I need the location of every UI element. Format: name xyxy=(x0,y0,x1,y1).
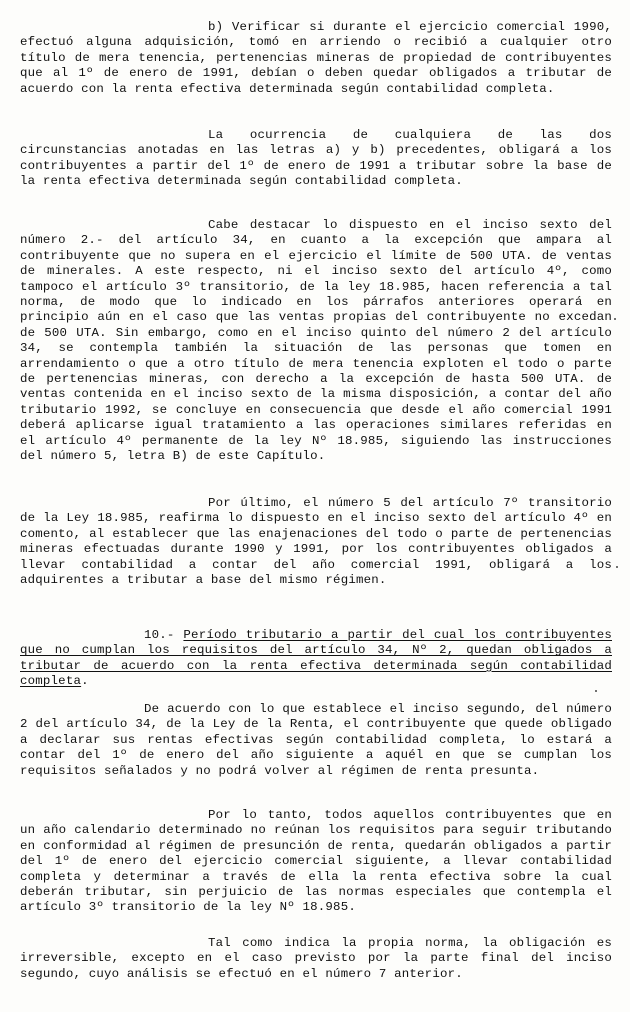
paragraph-1-text: b) Verificar si durante el ejercicio comercial 1990, efectuó alguna adquisición, tomó en arriendo o recibió a cualquier otro título de mera tenencia, pertenencias mineras de propiedad de contribuyentes que al 1º de enero de 1991, debían o deben quedar obligados a tributar de acuerdo con la renta efectiva determinada según contabilidad completa. xyxy=(20,20,612,96)
paragraph-4 xyxy=(20,496,612,588)
scan-speck xyxy=(614,318,616,320)
paragraph-7 xyxy=(20,808,612,916)
section-10-heading xyxy=(20,628,612,690)
section-heading-end: . xyxy=(81,674,89,689)
paragraph-7-text: Por lo tanto, todos aquellos contribuyentes que en un año calendario determinado no reúnan los requisitos para seguir tributando en conformidad al régimen de presunción de renta, quedarán obligados a partir del 1º de enero del ejercicio comercial siguiente, a llevar contabilidad completa y determinar a través de ella la renta efectiva sobre la cual deberán tributar, sin perjuicio de las normas especiales que contempla el artículo 3º transitorio de la ley Nº 18.985. xyxy=(20,808,612,915)
section-heading-text: Período tributario a partir del cual los contribuyentes que no cumplan los requisitos del artículo 34, Nº 2, quedan obligados a tributar de acuerdo con la renta efectiva determinada según contabilidad completa xyxy=(20,628,612,689)
paragraph-3-text: Cabe destacar lo dispuesto en el inciso sexto del número 2.- del artículo 34, en cuanto a la excepción que ampara al contribuyente que no supera en el ejercicio el límite de 500 UTA. de ventas de minerales. A este respecto, ni el inciso sexto del artículo 4º, como tampoco el artículo 3º transitorio, de la ley 18.985, hacen referencia a tal norma, de modo que lo indicado en los párrafos anteriores operará en principio aún en el caso que las ventas propias del contribuyente no excedan de 500 UTA. Sin embargo, como en el inciso quinto del número 2 del artículo 34, se contempla también la situación de las personas que tomen en arrendamiento o que a otro título de mera tenencia exploten el todo o parte de pertenencias mineras, con derecho a la excepción de hasta 500 UTA. de ventas contenida en el inciso sexto de la misma disposición, a contar del año tributario 1992, se concluye en consecuencia que desde el año comercial 1991 deberá aplicarse igual tratamiento a las operaciones similares referidas en el artículo 4º permanente de la ley Nº 18.985, siguiendo las instrucciones del número 5, letra B) de este Capítulo. xyxy=(20,218,612,464)
scan-speck xyxy=(616,566,618,568)
paragraph-6 xyxy=(20,702,612,779)
paragraph-3 xyxy=(20,218,612,465)
paragraph-2 xyxy=(20,128,612,190)
paragraph-2-text: La ocurrencia de cualquiera de las dos circunstancias anotadas en las letras a) y b) precedentes, obligará a los contribuyentes a partir del 1º de enero de 1991 a tributar sobre la base de la renta efectiva determinada según contabilidad completa. xyxy=(20,128,612,189)
scan-speck xyxy=(595,690,597,692)
paragraph-6-text: De acuerdo con lo que establece el inciso segundo, del número 2 del artículo 34, de la Ley de la Renta, el contribuyente que quede obligado a declarar sus rentas efectivas según contabilidad completa, lo estará a contar del 1º de enero del año siguiente a aquél en que se cumplan los requisitos señalados y no podrá volver al régimen de renta presunta. xyxy=(20,702,612,778)
paragraph-1 xyxy=(20,20,612,97)
section-number: 10.- xyxy=(144,628,175,642)
paragraph-8-text: Tal como indica la propia norma, la obligación es irreversible, excepto en el caso previsto por la parte final del inciso segundo, cuyo análisis se efectuó en el número 7 anterior. xyxy=(20,936,612,981)
paragraph-4-text: Por último, el número 5 del artículo 7º transitorio de la Ley 18.985, reafirma lo dispuesto en el inciso sexto del artículo 4º en comento, al establecer que las enajenaciones del todo o parte de pertenencias mineras efectuadas durante 1990 y 1991, por los contribuyentes obligados a llevar contabilidad a contar del año comercial 1991, obligará a los adquirentes a tributar a base del mismo régimen. xyxy=(20,496,612,588)
paragraph-8 xyxy=(20,936,612,982)
